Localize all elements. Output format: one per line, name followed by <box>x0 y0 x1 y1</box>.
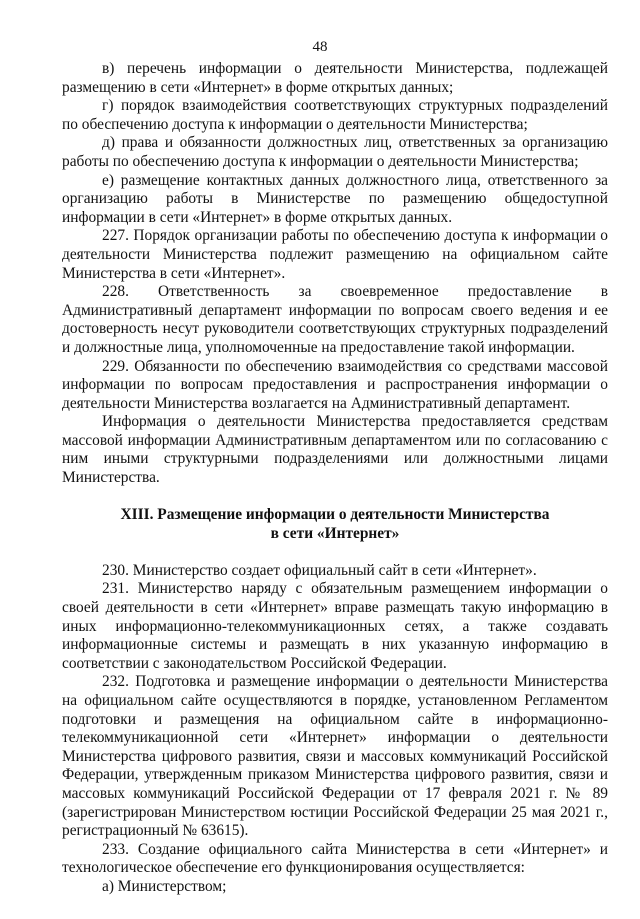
paragraph-228: 228. Ответственность за своевременное предоставление в Административный департамент информации по вопросам своего ведения и ее достоверность несут руководители соответствующих структурных подразделений и должностные лица, уполномоченные на предоставление такой информации. <box>62 283 608 356</box>
paragraph-230: 230. Министерство создает официальный сайт в сети «Интернет». <box>102 561 537 579</box>
paragraph-231: 231. Министерство наряду с обязательным размещением информации о своей деятельности в сети «Интернет» вправе размещать такую информацию в иных информационно-телекоммуникационных сетях, а также создавать информационные системы и размещать в них указанную информацию в соответствии с законодательством Российской Федерации. <box>62 580 608 672</box>
paragraph-item-d: д) права и обязанности должностных лиц, ответственных за организацию работы по обеспечению доступа к информации о деятельности Министерства; <box>62 134 608 170</box>
paragraph-233-item-a: а) Министерством; <box>102 877 227 895</box>
paragraph-item-e: е) размещение контактных данных должностного лица, ответственного за организацию работы в Министерстве по размещению общедоступной информации в сети «Интернет» в форме открытых данных. <box>62 171 608 226</box>
section-heading-line2: в сети «Интернет» <box>270 524 400 542</box>
paragraph-227: 227. Порядок организации работы по обеспечению доступа к информации о деятельности Министерства подлежит размещению на официальном сайте Министерства в сети «Интернет». <box>62 227 608 282</box>
paragraph-232: 232. Подготовка и размещение информации о деятельности Министерства на официальном сайте осуществляются в порядке, установленном Регламентом подготовки и размещения на официальном сайте в информационно-телекоммуникационной сети «Интернет» информации о деятельности Министерства цифрового развития, связи и массовых коммуникаций Российской Федерации, утвержденным приказом Министерства цифрового развития, связи и массовых коммуникаций Российской Федерации от 17 февраля 2021 г. № 89 (зарегистрирован Министерством юстиции Российской Федерации 25 мая 2021 г., регистрационный № 63615). <box>62 673 608 840</box>
paragraph-233: 233. Создание официального сайта Министерства в сети «Интернет» и технологическое обеспечение его функционирования осуществляется: <box>62 840 608 877</box>
paragraph-item-v: в) перечень информации о деятельности Министерства, подлежащей размещению в сети «Интернет» в форме открытых данных; <box>62 60 608 96</box>
paragraph-229: 229. Обязанности по обеспечению взаимодействия со средствами массовой информации по вопросам предоставления и распространения информации о деятельности Министерства возлагается на Административный департамент. <box>62 357 608 412</box>
paragraph-229-continuation: Информация о деятельности Министерства предоставляется средствам массовой информации Административным департаментом или по согласованию с ним иными структурными подразделениями или должностными лицами Министерства. <box>62 413 608 487</box>
document-body <box>62 60 608 897</box>
page-number: 48 <box>312 39 328 55</box>
section-heading-line1: XIII. Размещение информации о деятельности Министерства <box>120 506 550 524</box>
section-heading <box>62 506 608 543</box>
paragraph-item-g: г) порядок взаимодействия соответствующих структурных подразделений по обеспечению доступа к информации о деятельности Министерства; <box>62 97 608 133</box>
